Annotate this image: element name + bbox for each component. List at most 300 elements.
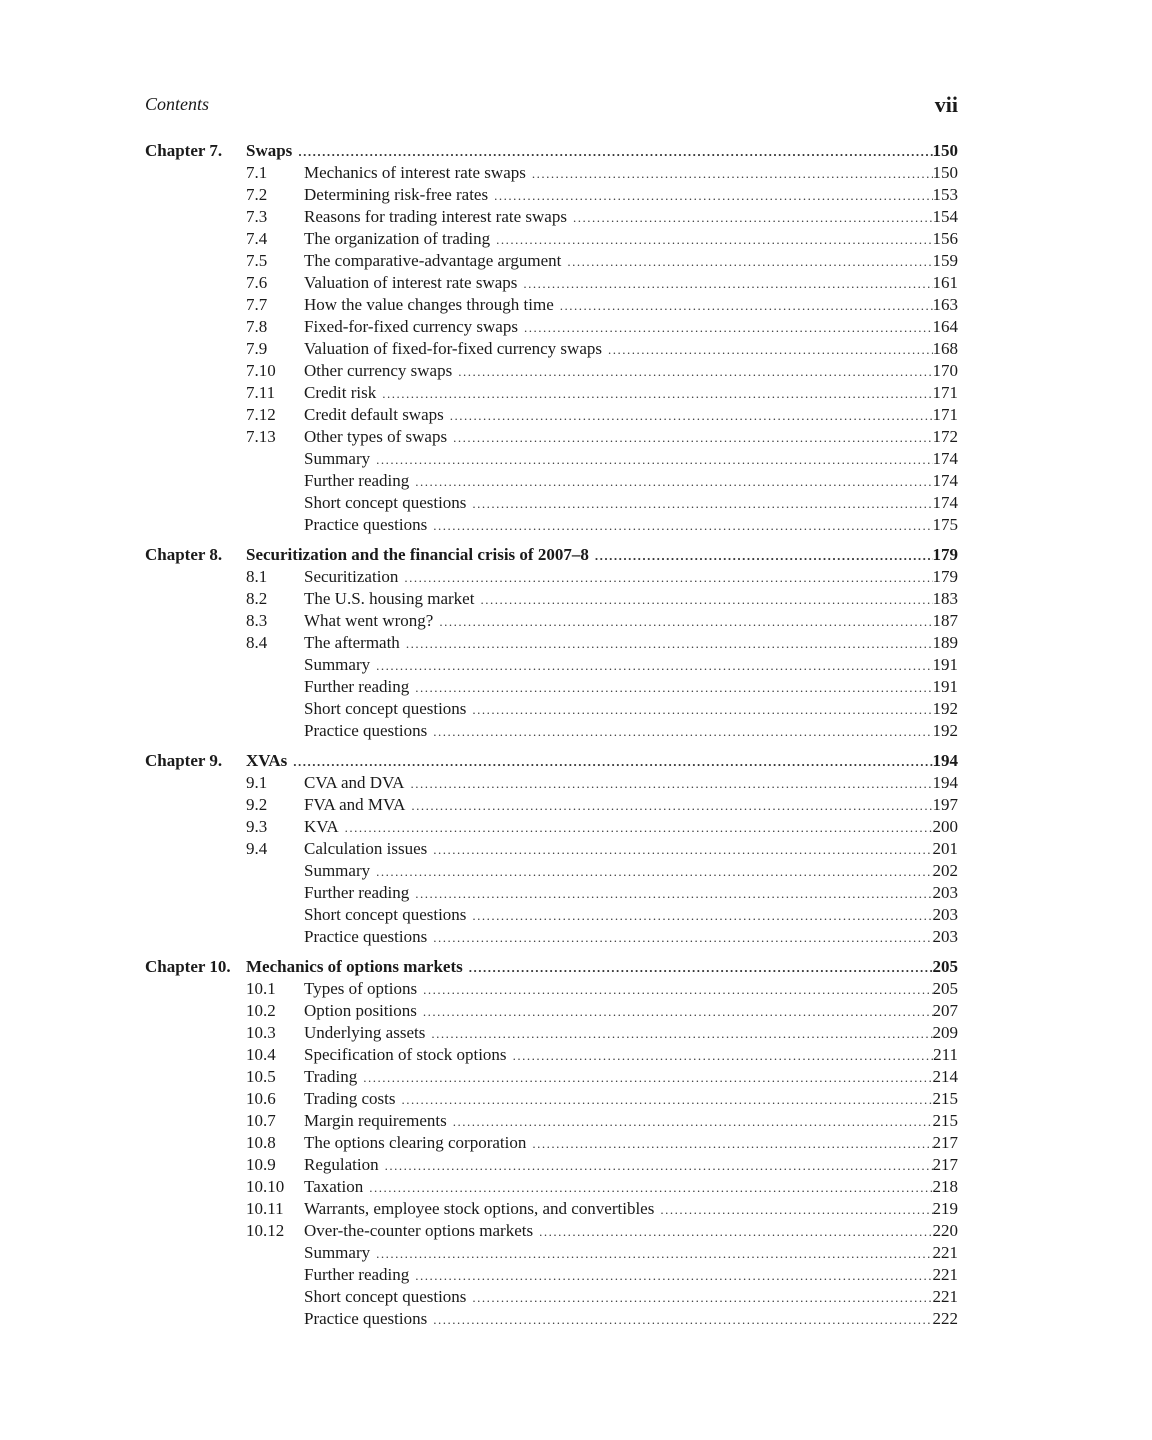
chapter-block [145,750,958,948]
toc-entry[interactable] [145,632,958,654]
dot-leader [532,163,933,185]
dot-leader [410,773,932,795]
dot-leader [496,229,932,251]
dot-leader [524,317,933,339]
chapter-block [145,544,958,742]
section-entry [304,294,958,317]
section-page-number: 201 [932,839,958,858]
section-title: Practice questions [304,927,428,946]
section-entry [304,272,958,295]
dot-leader [423,1001,933,1023]
section-title: The U.S. housing market [304,589,475,608]
section-page-number: 221 [932,1265,958,1284]
dot-leader [472,493,932,515]
toc-entry[interactable] [145,772,958,794]
toc-entry[interactable] [145,720,958,742]
chapter-heading[interactable] [145,544,958,566]
section-entry [304,882,958,905]
dot-leader [363,1067,932,1089]
section-title: Further reading [304,677,410,696]
toc-entry[interactable] [145,184,958,206]
dot-leader [376,1243,932,1265]
section-page-number: 163 [932,295,958,314]
toc-entry[interactable] [145,272,958,294]
section-title: How the value changes through time [304,295,554,314]
dot-leader [423,979,932,1001]
dot-leader [415,471,932,493]
section-title: Further reading [304,1265,410,1284]
section-entry [304,382,958,405]
section-entry [304,860,958,883]
chapter-block [145,140,958,536]
toc-entry[interactable] [145,206,958,228]
section-page-number: 174 [932,493,958,512]
section-title: Reasons for trading interest rate swaps [304,207,567,226]
dot-leader [433,839,932,861]
chapter-title: XVAs [246,751,288,770]
toc-entry[interactable] [145,794,958,816]
section-title: Credit default swaps [304,405,444,424]
dot-leader [415,1265,932,1287]
section-title: Short concept questions [304,699,467,718]
toc-entry[interactable] [145,1242,958,1264]
section-number: 10.7 [246,1111,276,1130]
section-entry [304,1044,958,1067]
toc-entry[interactable] [145,426,958,448]
section-title: Specification of stock options [304,1045,507,1064]
dot-leader [450,405,933,427]
section-number: 7.9 [246,339,268,358]
section-title: Mechanics of interest rate swaps [304,163,526,182]
section-page-number: 172 [932,427,958,446]
toc-entry[interactable] [145,860,958,882]
section-title: Short concept questions [304,493,467,512]
toc-entry[interactable] [145,1132,958,1154]
chapter-page-number: 194 [932,751,958,770]
section-page-number: 192 [932,721,958,740]
section-page-number: 217 [932,1155,958,1174]
toc-entry[interactable] [145,1000,958,1022]
section-number: 7.3 [246,207,268,226]
section-page-number: 219 [932,1199,958,1218]
section-title: The options clearing corporation [304,1133,527,1152]
section-entry [304,1220,958,1243]
chapter-title: Swaps [246,141,293,160]
chapter-heading[interactable] [145,956,958,978]
chapter-label: Chapter 7. [145,141,223,160]
dot-leader [415,883,932,905]
section-entry [304,654,958,677]
section-title: Trading [304,1067,358,1086]
toc-entry[interactable] [145,978,958,1000]
section-entry [304,426,958,449]
section-page-number: 192 [932,699,958,718]
section-entry [304,206,958,229]
section-number: 10.9 [246,1155,276,1174]
section-page-number: 191 [932,655,958,674]
section-page-number: 170 [932,361,958,380]
chapter-entry [246,140,958,163]
toc-entry[interactable] [145,1110,958,1132]
toc-entry[interactable] [145,882,958,904]
dot-leader [431,1023,932,1045]
section-title: FVA and MVA [304,795,406,814]
section-entry [304,676,958,699]
section-entry [304,1264,958,1287]
section-entry [304,794,958,817]
section-title: Types of options [304,979,418,998]
section-page-number: 218 [932,1177,958,1196]
section-page-number: 171 [932,383,958,402]
section-entry [304,926,958,949]
section-title: Valuation of interest rate swaps [304,273,518,292]
section-entry [304,720,958,743]
dot-leader [458,361,932,383]
toc-entry[interactable] [145,1220,958,1242]
section-entry [304,978,958,1001]
section-entry [304,1176,958,1199]
dot-leader [472,905,932,927]
section-page-number: 156 [932,229,958,248]
toc-entry[interactable] [145,338,958,360]
section-title: Further reading [304,471,410,490]
section-page-number: 191 [932,677,958,696]
toc-entry[interactable] [145,1308,958,1330]
section-page-number: 215 [932,1089,958,1108]
section-number: 10.11 [246,1199,284,1218]
section-page-number: 189 [932,633,958,652]
section-page-number: 154 [932,207,958,226]
section-title: Practice questions [304,1309,428,1328]
section-title: Fixed-for-fixed currency swaps [304,317,518,336]
section-number: 9.3 [246,817,268,836]
dot-leader [433,1309,932,1331]
section-page-number: 171 [932,405,958,424]
running-head-title: Contents [145,94,210,114]
dot-leader [433,721,932,743]
toc-entry[interactable] [145,316,958,338]
dot-leader [345,817,933,839]
section-number: 7.7 [246,295,268,314]
toc-entry[interactable] [145,250,958,272]
section-title: KVA [304,817,339,836]
chapter-entry [246,956,958,979]
section-page-number: 205 [932,979,958,998]
section-number: 10.2 [246,1001,276,1020]
section-entry [304,162,958,185]
section-entry [304,632,958,655]
section-title: Other currency swaps [304,361,453,380]
toc-entry[interactable] [145,360,958,382]
toc-entry[interactable] [145,816,958,838]
section-page-number: 183 [932,589,958,608]
toc-entry[interactable] [145,1198,958,1220]
section-page-number: 194 [932,773,958,792]
section-number: 7.13 [246,427,276,446]
section-number: 10.6 [246,1089,276,1108]
section-title: Summary [304,655,371,674]
toc-entry[interactable] [145,228,958,250]
toc-entry[interactable] [145,1286,958,1308]
toc-entry[interactable] [145,698,958,720]
section-title: Credit risk [304,383,377,402]
section-title: The aftermath [304,633,400,652]
section-number: 7.8 [246,317,268,336]
toc-entry[interactable] [145,1066,958,1088]
section-title: Summary [304,1243,371,1262]
toc-entry[interactable] [145,904,958,926]
toc-entry[interactable] [145,676,958,698]
chapter-page-number: 179 [932,545,958,564]
section-entry [304,610,958,633]
section-entry [304,470,958,493]
dot-leader [469,957,933,979]
chapter-label: Chapter 10. [145,957,231,976]
section-page-number: 174 [932,471,958,490]
section-page-number: 203 [932,905,958,924]
section-entry [304,698,958,721]
dot-leader [439,611,932,633]
section-number: 9.2 [246,795,268,814]
section-entry [304,1066,958,1089]
dot-leader [298,141,932,163]
dot-leader [472,1287,932,1309]
section-page-number: 197 [932,795,958,814]
section-page-number: 174 [932,449,958,468]
section-page-number: 220 [932,1221,958,1240]
section-number: 10.8 [246,1133,276,1152]
section-page-number: 217 [932,1133,958,1152]
chapter-heading[interactable] [145,750,958,772]
dot-leader [411,795,932,817]
dot-leader [453,1111,933,1133]
section-page-number: 175 [932,515,958,534]
dot-leader [539,1221,932,1243]
section-page-number: 202 [932,861,958,880]
section-page-number: 203 [932,927,958,946]
toc-entry[interactable] [145,514,958,536]
section-entry [304,588,958,611]
dot-leader [480,589,932,611]
toc-entry[interactable] [145,588,958,610]
dot-leader [433,515,932,537]
toc-entry[interactable] [145,470,958,492]
section-title: Underlying assets [304,1023,426,1042]
section-page-number: 209 [932,1023,958,1042]
section-number: 7.12 [246,405,276,424]
toc-entry[interactable] [145,1022,958,1044]
dot-leader [376,861,932,883]
section-title: Summary [304,861,371,880]
dot-leader [376,449,932,471]
dot-leader [513,1045,934,1067]
dot-leader [415,677,932,699]
section-entry [304,772,958,795]
dot-leader [376,655,932,677]
chapter-heading[interactable] [145,140,958,162]
dot-leader [660,1199,932,1221]
section-number: 10.4 [246,1045,276,1064]
section-number: 10.10 [246,1177,285,1196]
section-number: 10.5 [246,1067,276,1086]
section-page-number: 164 [932,317,958,336]
dot-leader [494,185,932,207]
section-page-number: 179 [932,567,958,586]
dot-leader [560,295,933,317]
chapter-entry [246,544,958,567]
section-title: Regulation [304,1155,379,1174]
section-title: Calculation issues [304,839,428,858]
dot-leader [382,383,932,405]
chapter-title: Securitization and the financial crisis of 2007–8 [246,545,589,564]
section-page-number: 222 [932,1309,958,1328]
section-page-number: 221 [932,1243,958,1262]
section-page-number: 200 [932,817,958,836]
section-number: 8.3 [246,611,268,630]
toc-entry[interactable] [145,610,958,632]
dot-leader [595,545,933,567]
section-number: 8.2 [246,589,268,608]
section-number: 7.10 [246,361,276,380]
section-entry [304,448,958,471]
dot-leader [385,1155,933,1177]
section-title: Other types of swaps [304,427,448,446]
table-of-contents [145,140,958,1338]
dot-leader [406,633,933,655]
running-head [145,94,958,122]
section-number: 10.3 [246,1023,276,1042]
chapter-label: Chapter 9. [145,751,223,770]
section-entry [304,360,958,383]
toc-entry[interactable] [145,654,958,676]
section-entry [304,1286,958,1309]
dot-leader [404,567,932,589]
section-title: Valuation of fixed-for-fixed currency swaps [304,339,602,358]
section-title: Practice questions [304,721,428,740]
section-entry [304,838,958,861]
section-entry [304,1022,958,1045]
section-entry [304,492,958,515]
dot-leader [433,927,932,949]
dot-leader [532,1133,932,1155]
section-entry [304,1308,958,1331]
dot-leader [523,273,932,295]
section-title: Further reading [304,883,410,902]
section-title: The comparative-advantage argument [304,251,562,270]
section-number: 10.1 [246,979,276,998]
page-number: vii [934,92,958,117]
section-page-number: 215 [932,1111,958,1130]
dot-leader [293,751,932,773]
section-number: 9.4 [246,839,268,858]
chapter-entry [246,750,958,773]
section-entry [304,250,958,273]
section-title: Short concept questions [304,905,467,924]
dot-leader [472,699,932,721]
chapter-block [145,956,958,1330]
section-entry [304,566,958,589]
section-page-number: 159 [932,251,958,270]
dot-leader [369,1177,932,1199]
chapter-page-number: 150 [932,141,958,160]
section-title: Margin requirements [304,1111,447,1130]
section-page-number: 161 [932,273,958,292]
toc-entry[interactable] [145,492,958,514]
toc-entry[interactable] [145,1088,958,1110]
chapter-title: Mechanics of options markets [246,957,463,976]
section-title: Taxation [304,1177,364,1196]
chapter-page-number: 205 [932,957,958,976]
toc-entry[interactable] [145,1176,958,1198]
section-title: Securitization [304,567,399,586]
section-page-number: 168 [932,339,958,358]
section-number: 9.1 [246,773,268,792]
toc-entry[interactable] [145,838,958,860]
section-number: 7.5 [246,251,268,270]
section-title: Short concept questions [304,1287,467,1306]
section-number: 10.12 [246,1221,285,1240]
toc-entry[interactable] [145,448,958,470]
section-entry [304,404,958,427]
section-entry [304,1242,958,1265]
section-title: Determining risk-free rates [304,185,489,204]
toc-entry[interactable] [145,404,958,426]
toc-entry[interactable] [145,1044,958,1066]
section-entry [304,184,958,207]
section-entry [304,514,958,537]
section-page-number: 207 [932,1001,958,1020]
section-page-number: 203 [932,883,958,902]
section-title: Trading costs [304,1089,396,1108]
dot-leader [401,1089,932,1111]
section-number: 7.4 [246,229,268,248]
toc-entry[interactable] [145,1154,958,1176]
section-entry [304,1198,958,1221]
section-page-number: 211 [933,1045,958,1064]
section-number: 8.4 [246,633,268,652]
section-page-number: 187 [932,611,958,630]
section-entry [304,1088,958,1111]
section-number: 7.1 [246,163,268,182]
section-title: Summary [304,449,371,468]
section-page-number: 214 [932,1067,958,1086]
section-title: Practice questions [304,515,428,534]
section-entry [304,1154,958,1177]
section-number: 7.6 [246,273,268,292]
toc-entry[interactable] [145,162,958,184]
section-entry [304,904,958,927]
section-entry [304,228,958,251]
section-page-number: 153 [932,185,958,204]
section-number: 8.1 [246,567,268,586]
section-entry [304,816,958,839]
toc-entry[interactable] [145,1264,958,1286]
toc-entry[interactable] [145,566,958,588]
toc-entry[interactable] [145,382,958,404]
section-number: 7.11 [246,383,276,402]
section-title: What went wrong? [304,611,434,630]
chapter-label: Chapter 8. [145,545,223,564]
section-page-number: 221 [932,1287,958,1306]
section-title: CVA and DVA [304,773,405,792]
dot-leader [573,207,933,229]
dot-leader [567,251,932,273]
toc-entry[interactable] [145,294,958,316]
section-entry [304,1110,958,1133]
toc-entry[interactable] [145,926,958,948]
dot-leader [453,427,932,449]
section-number: 7.2 [246,185,268,204]
